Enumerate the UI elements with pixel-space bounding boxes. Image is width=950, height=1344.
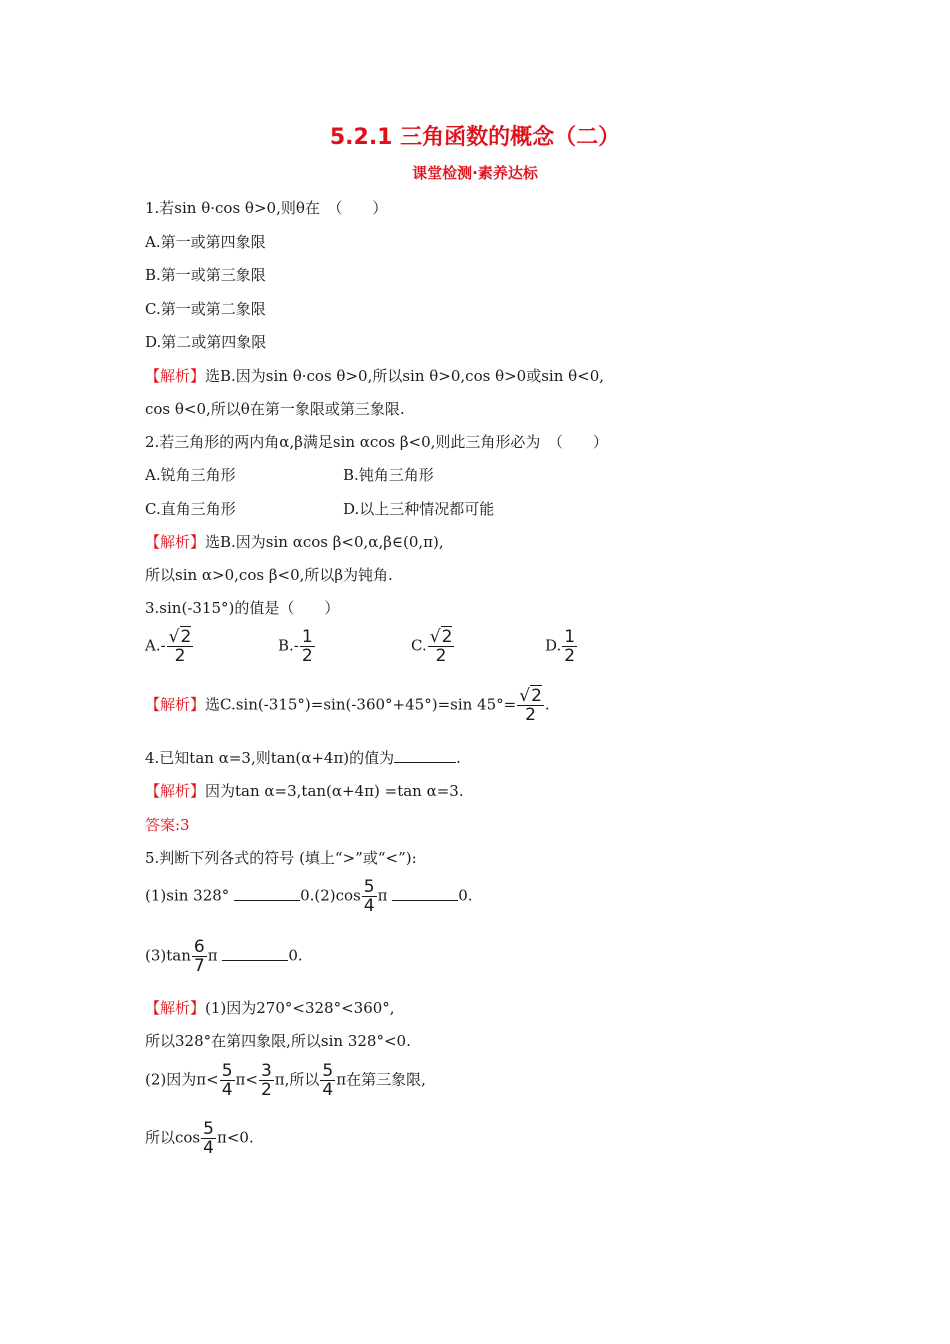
- q5-part3: [145, 938, 303, 975]
- radicand: 2: [531, 686, 542, 706]
- option-label: B.-: [278, 636, 299, 655]
- numerator: 5: [363, 877, 375, 897]
- denominator: 2: [174, 646, 186, 666]
- numerator: 5: [203, 1119, 214, 1139]
- page-subtitle: 课堂检测·素养达标: [412, 164, 538, 182]
- part3-text: (3)tan: [145, 946, 191, 965]
- q4-analysis: [145, 781, 464, 801]
- denominator: 7: [193, 956, 205, 976]
- text: π<0.: [216, 1128, 254, 1147]
- fraction: [192, 938, 207, 975]
- q5-part1-2: [145, 878, 473, 915]
- option-label: A.-: [145, 636, 166, 655]
- q1-option-b: B.第一或第三象限: [145, 266, 266, 284]
- pi-symbol: π: [207, 946, 218, 965]
- q3-option-c: [411, 628, 455, 665]
- numerator: 5: [221, 1061, 233, 1081]
- radicand: 2: [180, 627, 192, 647]
- q2-option-c: C.直角三角形: [145, 500, 236, 518]
- fraction: [259, 1062, 274, 1099]
- text: (2)因为π<: [145, 1070, 219, 1089]
- fraction: [320, 1062, 335, 1099]
- denominator: 4: [221, 1080, 233, 1100]
- q2-stem: 2.若三角形的两内角α,β满足sin αcos β<0,则此三角形必为 （ ）: [145, 433, 608, 451]
- denominator: 2: [301, 646, 313, 666]
- answer-blank: [394, 748, 456, 763]
- answer-blank: [392, 886, 458, 901]
- part2-end: 0.: [458, 886, 473, 905]
- text: π,所以: [274, 1070, 320, 1089]
- text: π在第三象限,: [336, 1070, 426, 1089]
- pi-symbol: π: [377, 886, 388, 905]
- q1-analysis-line2: cos θ<0,所以θ在第一象限或第三象限.: [145, 400, 405, 418]
- period: .: [544, 695, 550, 714]
- q2-analysis-line1: [145, 532, 444, 552]
- answer-blank: [234, 886, 300, 901]
- denominator: 4: [322, 1080, 334, 1100]
- option-label: D.: [545, 636, 562, 655]
- part3-end: 0.: [288, 946, 303, 965]
- q2-option-b: B.钝角三角形: [343, 466, 434, 484]
- numerator: 5: [322, 1061, 334, 1081]
- q5-analysis-line3: [145, 1062, 426, 1099]
- part1-end: 0.: [300, 886, 315, 905]
- numerator: 3: [260, 1061, 272, 1081]
- fraction: $\frac{√2}{2}$: [429, 627, 453, 666]
- denominator: 4: [203, 1138, 214, 1158]
- numerator: 6: [193, 937, 205, 957]
- denominator: 2: [435, 646, 447, 666]
- analysis-tag: 【解析】: [145, 782, 206, 800]
- denominator: 2: [260, 1080, 272, 1100]
- analysis-text: 选B.因为sin θ·cos θ>0,所以sin θ>0,cos θ>0或sin θ<0,: [205, 367, 605, 385]
- q2-analysis-line2: 所以sin α>0,cos β<0,所以β为钝角.: [145, 566, 393, 584]
- text: π<: [235, 1070, 258, 1089]
- q3-analysis: [145, 687, 550, 724]
- period: .: [456, 749, 461, 767]
- analysis-text: (1)因为270°<328°<360°,: [205, 999, 395, 1017]
- option-label: C.: [411, 636, 427, 655]
- q3-stem: 3.sin(-315°)的值是（ ）: [145, 599, 340, 617]
- numerator: 1: [564, 627, 576, 647]
- q5-analysis-line4: [145, 1120, 254, 1157]
- q3-option-d: [545, 628, 578, 665]
- fraction: [562, 628, 577, 665]
- radicand: 2: [441, 627, 453, 647]
- analysis-text: 选B.因为sin αcos β<0,α,β∈(0,π),: [205, 533, 444, 551]
- q1-analysis-line1: [145, 366, 604, 386]
- analysis-tag: 【解析】: [145, 999, 206, 1017]
- fraction: [300, 628, 315, 665]
- analysis-text: 因为tan α=3,tan(α+4π) =tan α=3.: [205, 782, 464, 800]
- answer-blank: [222, 946, 288, 961]
- fraction: [362, 878, 377, 915]
- fraction: $\frac{√2}{2}$: [519, 686, 542, 725]
- q3-option-a: [145, 628, 194, 665]
- q1-option-d: D.第二或第四象限: [145, 333, 267, 351]
- denominator: 2: [525, 705, 536, 725]
- q2-option-a: A.锐角三角形: [145, 466, 236, 484]
- q4-stem: [145, 748, 461, 768]
- fraction: $\frac{√2}{2}$: [168, 627, 192, 666]
- analysis-tag: 【解析】: [145, 695, 206, 714]
- text: 所以cos: [145, 1128, 201, 1147]
- q1-option-a: A.第一或第四象限: [145, 233, 266, 251]
- fraction: [220, 1062, 235, 1099]
- q5-analysis-line2: 所以328°在第四象限,所以sin 328°<0.: [145, 1032, 411, 1050]
- part1-text: (1)sin 328°: [145, 886, 230, 905]
- page-title: 5.2.1 三角函数的概念（二）: [329, 125, 621, 150]
- fraction: [201, 1120, 216, 1157]
- analysis-tag: 【解析】: [145, 367, 206, 385]
- q5-analysis-line1: [145, 998, 395, 1018]
- stem-text: 4.已知tan α=3,则tan(α+4π)的值为: [145, 749, 395, 767]
- numerator: 1: [301, 627, 313, 647]
- analysis-text: 选C.sin(-315°)=sin(-360°+45°)=sin 45°=: [205, 695, 517, 714]
- part2-text: (2)cos: [314, 886, 361, 905]
- q1-option-c: C.第一或第二象限: [145, 300, 266, 318]
- analysis-tag: 【解析】: [145, 533, 206, 551]
- q1-stem: 1.若sin θ·cos θ>0,则θ在 （ ）: [145, 199, 388, 217]
- q5-stem: 5.判断下列各式的符号 (填上“>”或“<”):: [145, 849, 417, 867]
- denominator: 4: [363, 896, 375, 916]
- q3-option-b: [278, 628, 316, 665]
- denominator: 2: [564, 646, 576, 666]
- q2-option-d: D.以上三种情况都可能: [343, 500, 495, 518]
- q4-answer: 答案:3: [145, 816, 190, 834]
